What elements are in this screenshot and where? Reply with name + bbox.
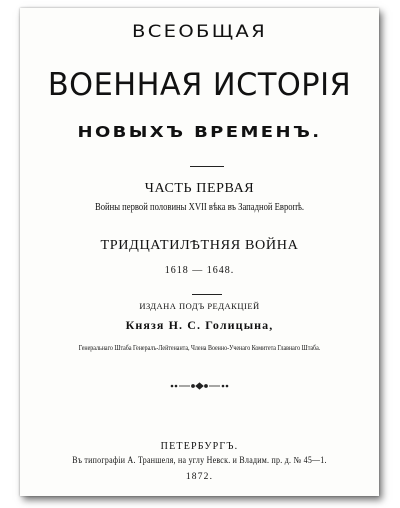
war-title: ТРИДЦАТИЛѢТНЯЯ ВОЙНА: [100, 237, 299, 252]
subtitle: Войны первой половины XVII вѣка въ Западной Европѣ.: [94, 202, 305, 213]
editor-name: Князя Н. С. Голицына,: [125, 318, 274, 332]
divider-rule: [190, 166, 224, 167]
printer: Въ типографіи А. Траншеля, на углу Невск. и Владим. пр. д. № 45—1.: [72, 455, 327, 465]
divider-rule: [192, 294, 222, 295]
edited-by: ИЗДАНА ПОДЪ РЕДАКЦІЕЙ: [139, 301, 260, 311]
city: ПЕТЕРБУРГЪ.: [160, 441, 239, 452]
part-heading: ЧАСТЬ ПЕРВАЯ: [144, 181, 255, 196]
year: 1872.: [185, 472, 214, 482]
years: 1618 — 1648.: [164, 265, 235, 276]
editor-title: Генеральнаго Штаба Генералъ-Лейтенанта, Члена Военно-Ученаго Комитета Главнаго Штаба.: [78, 343, 321, 352]
title-line-1: ВСЕОБЩАЯ: [132, 22, 267, 42]
title-page: [20, 8, 379, 496]
ornament-divider: [20, 382, 379, 390]
main-title: ВОЕННАЯ ИСТОРІЯ: [47, 67, 352, 103]
title-line-3: НОВЫХЪ ВРЕМЕНЪ.: [77, 123, 322, 141]
